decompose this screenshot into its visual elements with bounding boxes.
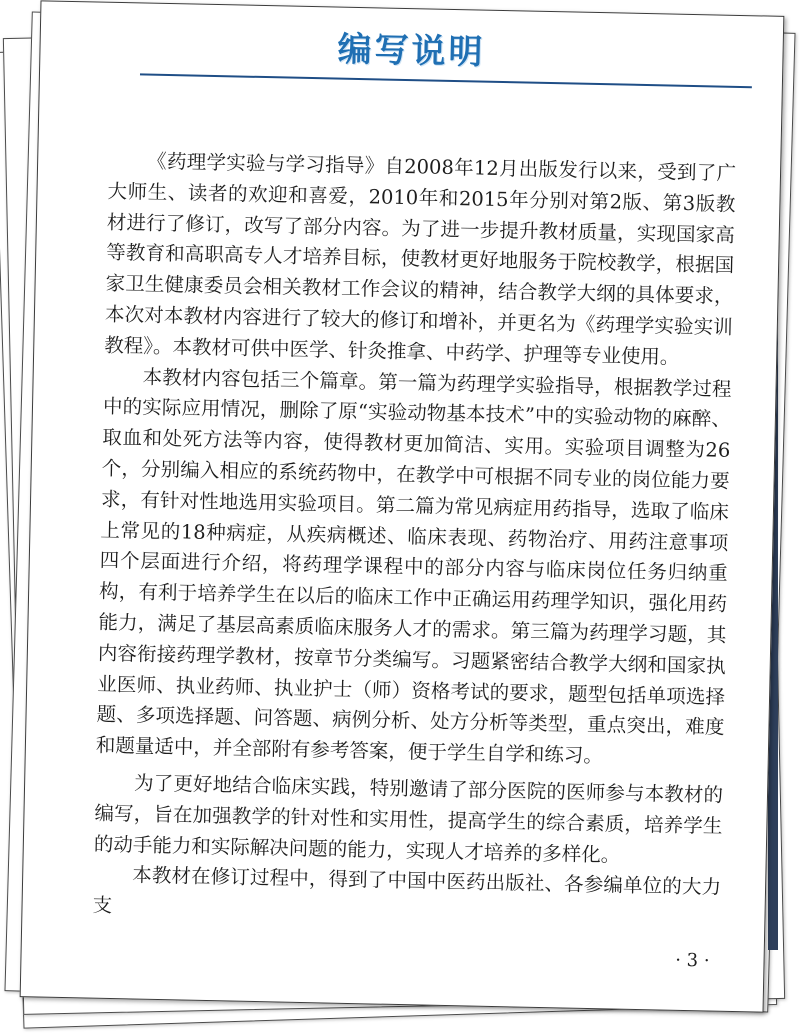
page-number: · 3 · (674, 949, 710, 972)
paragraph-3: 为了更好地结合临床实践，特别邀请了部分医院的医师参与本教材的编写，旨在加强教学的针对性和实用性，提高学生的综合素质，培养学生的动手能力和实际解决问题的能力，实现人才培养的多样化。 (93, 771, 724, 867)
paragraph-2: 本教材内容包括三个篇章。第一篇为药理学实验指导，根据教学过程中的实际应用情况，删除了原“实验动物基本技术”中的实验动物的麻醉、取血和处死方法等内容，使得教材更加简洁、实用。实验项目调整为26个，分别编入相应的系统药物中，在教学中可根据不同专业的岗位能力要求，有针对性地选用实验项目。第二篇为常见病症用药指导，选取了临床上常见的18种病症，从疾病概述、临床表现、药物治疗、用药注意事项四个层面进行介绍，将药理学课程中的部分内容与临床岗位任务归纳重构，有利于培养学生在以后的临床工作中正确运用药理学知识，强化用药能力，满足了基层高素质临床服务人才的需求。第三篇为药理学习题，其内容衔接药理学教材，按章节分类编写。习题紧密结合教学大纲和国家执业医师、执业药师、执业护士（师）资格考试的要求，题型包括单项选择题、多项选择题、问答题、病例分析、处方分析等类型，重点突出，难度和题量适中，并全部附有参考答案，便于学生自学和练习。 (95, 365, 732, 768)
body-text (92, 146, 736, 935)
document-page (20, 0, 785, 1012)
paragraph-4: 本教材在修订过程中，得到了中国中医药出版社、各参编单位的大力支 (92, 863, 722, 918)
paragraph-1: 《药理学实验与学习指导》自2008年12月出版发行以来，受到了广大师生、读者的欢迎和喜爱，2010年和2015年分别对第2版、第3版教材进行了修订，改写了部分内容。为了进一步提升教材质量，实现国家高等教育和高职高专人才培养目标，使教材更好地服务于院校教学，根据国家卫生健康委员会相关教材工作会议的精神，结合教学大纲的具体要求，本次对本教材内容进行了较大的修订和增补，并更名为《药理学实验实训教程》。本教材可供中医学、针灸推拿、中药学、护理等专业使用。 (104, 149, 737, 369)
page-title: 编写说明 (337, 29, 486, 73)
